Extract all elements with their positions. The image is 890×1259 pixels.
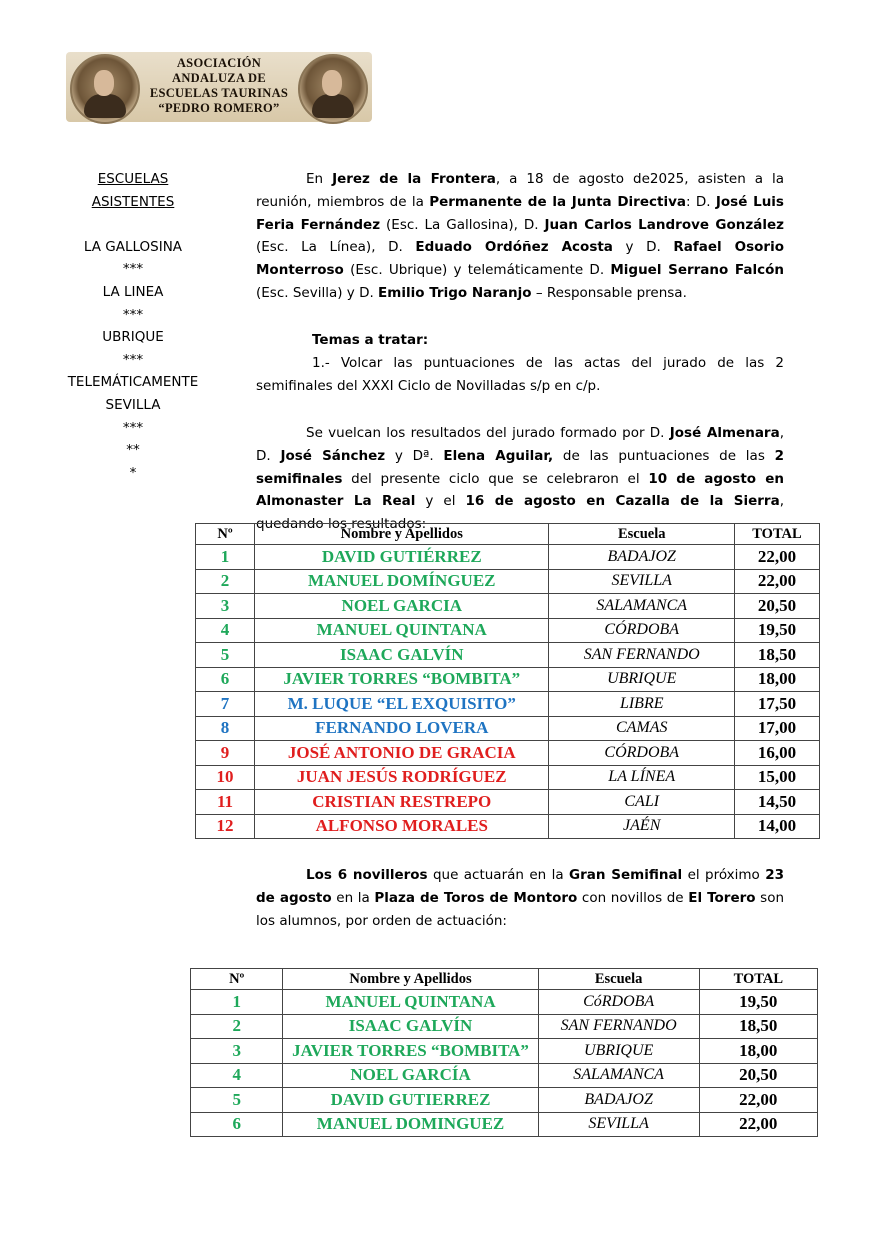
header-school: Escuela — [549, 524, 735, 545]
text-run: José Almenara — [669, 425, 780, 441]
row-number: 10 — [196, 765, 255, 790]
text-run: Se vuelcan los resultados del jurado formado por D. — [306, 425, 670, 441]
novillero-name: FERNANDO LOVERA — [255, 716, 549, 741]
table-row — [196, 569, 820, 594]
novillero-name: ALFONSO MORALES — [255, 814, 549, 839]
jury-results-paragraph — [256, 422, 784, 536]
table-row — [191, 1088, 818, 1113]
text-run: En — [306, 171, 333, 187]
logo-line: ESCUELAS TAURINAS — [149, 86, 289, 100]
left-column-line: *** — [122, 261, 144, 278]
school-name: LIBRE — [549, 692, 735, 717]
text-run: , D. — [256, 425, 784, 464]
text-run: José Sánchez — [280, 447, 386, 464]
left-column-line: SEVILLA — [105, 396, 161, 413]
novillero-name: M. LUQUE “EL EXQUISITO” — [255, 692, 549, 717]
novillero-name: MANUEL QUINTANA — [255, 618, 549, 643]
left-column-line: ** — [126, 442, 140, 459]
text-run: que actuarán en la — [427, 867, 569, 883]
novillero-name: ISAAC GALVÍN — [283, 1014, 538, 1039]
text-run: Jerez de la Frontera — [332, 171, 496, 187]
total-score: 17,50 — [734, 692, 819, 717]
table-row — [196, 741, 820, 766]
left-column-line: ASISTENTES — [91, 193, 175, 210]
attending-schools-column — [58, 168, 208, 484]
total-score: 18,00 — [699, 1039, 817, 1064]
portrait-medallion-right — [298, 54, 368, 124]
school-name: SAN FERNANDO — [549, 643, 735, 668]
school-name: CAMAS — [549, 716, 735, 741]
novillero-name: MANUEL DOMINGUEZ — [283, 1112, 538, 1137]
text-run: Plaza de Toros de Montoro — [374, 889, 578, 906]
total-score: 20,50 — [734, 594, 819, 619]
topics-section — [256, 329, 784, 397]
novillero-name: NOEL GARCÍA — [283, 1063, 538, 1088]
text-run: , quedando los resultados: — [256, 493, 784, 533]
row-number: 12 — [196, 814, 255, 839]
school-name: SALAMANCA — [549, 594, 735, 619]
header-total: TOTAL — [699, 969, 817, 990]
text-run: son los alumnos, por orden de actuación: — [256, 889, 785, 929]
row-number: 1 — [196, 545, 255, 570]
row-number: 11 — [196, 790, 255, 815]
table-row — [196, 618, 820, 643]
topic-item-1: 1.- Volcar las puntuaciones de las actas del jurado de las 2 semifinales del XXXI Ciclo de Novilladas s/p en c/p. — [256, 354, 784, 394]
novillero-name: MANUEL QUINTANA — [283, 990, 538, 1015]
total-score: 19,50 — [734, 618, 819, 643]
table-row — [196, 716, 820, 741]
left-column-line: UBRIQUE — [102, 329, 164, 346]
total-score: 18,50 — [699, 1014, 817, 1039]
school-name: CÓRDOBA — [549, 741, 735, 766]
left-column-line: *** — [122, 351, 144, 368]
left-column-line: *** — [122, 419, 144, 436]
novillero-name: ISAAC GALVÍN — [255, 643, 549, 668]
novillero-name: NOEL GARCIA — [255, 594, 549, 619]
text-run: Permanente de la Junta Directiva — [429, 193, 686, 210]
table-header-row — [191, 969, 818, 990]
grand-semifinal-table — [190, 968, 818, 1137]
row-number: 4 — [196, 618, 255, 643]
table-row — [196, 594, 820, 619]
school-name: SEVILLA — [549, 569, 735, 594]
total-score: 20,50 — [699, 1063, 817, 1088]
total-score: 14,00 — [734, 814, 819, 839]
text-run: 2 semifinales — [256, 447, 784, 487]
text-run: Los 6 novilleros — [306, 867, 428, 883]
row-number: 2 — [191, 1014, 283, 1039]
school-name: UBRIQUE — [549, 667, 735, 692]
row-number: 3 — [191, 1039, 283, 1064]
text-run: con novillos de — [577, 889, 689, 906]
header-name: Nombre y Apellidos — [255, 524, 549, 545]
school-name: SALAMANCA — [538, 1063, 699, 1088]
text-run: 16 de agosto en Cazalla de la Sierra — [465, 493, 780, 510]
novillero-name: MANUEL DOMÍNGUEZ — [255, 569, 549, 594]
text-run: (Esc. Ubrique) y telemáticamente D. — [343, 262, 611, 279]
total-score: 16,00 — [734, 741, 819, 766]
novillero-name: JAVIER TORRES “BOMBITA” — [255, 667, 549, 692]
school-name: UBRIQUE — [538, 1039, 699, 1064]
logo-title — [140, 56, 298, 116]
total-score: 19,50 — [699, 990, 817, 1015]
row-number: 6 — [191, 1112, 283, 1137]
table-row — [196, 814, 820, 839]
portrait-medallion-left — [70, 54, 140, 124]
row-number: 7 — [196, 692, 255, 717]
school-name: CÓRDOBA — [549, 618, 735, 643]
school-name: SAN FERNANDO — [538, 1014, 699, 1039]
total-score: 18,00 — [734, 667, 819, 692]
text-run: del presente ciclo que se celebraron el — [342, 470, 649, 487]
text-run: : D. — [685, 193, 716, 210]
text-run: Miguel Serrano Falcón — [610, 262, 784, 279]
table-row — [196, 545, 820, 570]
school-name: BADAJOZ — [538, 1088, 699, 1113]
left-column-line: ESCUELAS — [97, 171, 169, 187]
left-column-line: TELEMÁTICAMENTE — [67, 374, 199, 391]
school-name: CALI — [549, 790, 735, 815]
table-row — [196, 765, 820, 790]
header-school: Escuela — [538, 969, 699, 990]
text-run: y D. — [612, 239, 674, 256]
school-name: CóRDOBA — [538, 990, 699, 1015]
semifinal-results-table — [195, 523, 820, 839]
left-column-line: LA GALLOSINA — [83, 238, 183, 255]
row-number: 8 — [196, 716, 255, 741]
text-run: , a 18 de agosto de2025, asisten a la reunión, miembros de la — [256, 171, 784, 210]
left-column-line — [58, 213, 208, 236]
table-row — [191, 1014, 818, 1039]
text-run: (Esc. La Línea), D. — [256, 239, 416, 256]
text-run: José Luis Feria Fernández — [256, 193, 784, 233]
text-run: Rafael Osorio Monterroso — [256, 239, 784, 279]
row-number: 1 — [191, 990, 283, 1015]
row-number: 5 — [196, 643, 255, 668]
text-run: Emilio Trigo Naranjo — [378, 284, 532, 301]
table-row — [191, 1063, 818, 1088]
table-header-row — [196, 524, 820, 545]
text-run: y Dª. — [385, 447, 444, 464]
total-score: 22,00 — [734, 545, 819, 570]
text-run: El Torero — [688, 889, 756, 906]
row-number: 2 — [196, 569, 255, 594]
text-run: el próximo — [682, 867, 766, 883]
text-run: en la — [331, 889, 375, 906]
text-run: Juan Carlos Landrove González — [544, 216, 784, 233]
header-total: TOTAL — [734, 524, 819, 545]
school-name: BADAJOZ — [549, 545, 735, 570]
text-run: (Esc. Sevilla) y D. — [256, 284, 379, 301]
table-row — [196, 790, 820, 815]
novillero-name: CRISTIAN RESTREPO — [255, 790, 549, 815]
header-number: Nº — [196, 524, 255, 545]
table-row — [196, 643, 820, 668]
total-score: 15,00 — [734, 765, 819, 790]
novillero-name: JOSÉ ANTONIO DE GRACIA — [255, 741, 549, 766]
header-name: Nombre y Apellidos — [283, 969, 538, 990]
table-row — [191, 990, 818, 1015]
table-row — [191, 1039, 818, 1064]
novillero-name: JUAN JESÚS RODRÍGUEZ — [255, 765, 549, 790]
novillero-name: DAVID GUTIERREZ — [283, 1088, 538, 1113]
text-run: y el — [415, 493, 466, 510]
left-column-line: * — [129, 464, 137, 481]
text-run: (Esc. La Gallosina), D. — [380, 216, 545, 233]
row-number: 3 — [196, 594, 255, 619]
text-run: Elena Aguilar, — [443, 447, 554, 464]
text-run: 23 de agosto — [256, 867, 784, 906]
grand-semifinal-paragraph — [256, 864, 784, 932]
row-number: 5 — [191, 1088, 283, 1113]
text-run: Gran Semifinal — [569, 867, 683, 883]
total-score: 22,00 — [699, 1088, 817, 1113]
association-logo — [66, 52, 372, 122]
left-column-line: LA LINEA — [102, 283, 164, 300]
table-row — [196, 667, 820, 692]
total-score: 22,00 — [699, 1112, 817, 1137]
total-score: 14,50 — [734, 790, 819, 815]
row-number: 6 — [196, 667, 255, 692]
table-row — [196, 692, 820, 717]
novillero-name: JAVIER TORRES “BOMBITA” — [283, 1039, 538, 1064]
table-row — [191, 1112, 818, 1137]
topics-heading: Temas a tratar: — [312, 332, 429, 348]
left-column-line: *** — [122, 306, 144, 323]
text-run: Eduado Ordóñez Acosta — [415, 239, 613, 256]
text-run: – Responsable prensa. — [531, 284, 687, 301]
total-score: 18,50 — [734, 643, 819, 668]
novillero-name: DAVID GUTIÉRREZ — [255, 545, 549, 570]
row-number: 4 — [191, 1063, 283, 1088]
text-run: 10 de agosto en Almonaster La Real — [256, 470, 784, 510]
school-name: LA LÍNEA — [549, 765, 735, 790]
total-score: 17,00 — [734, 716, 819, 741]
logo-line: “PEDRO ROMERO” — [158, 101, 280, 115]
header-number: Nº — [191, 969, 283, 990]
text-run: de las puntuaciones de las — [553, 447, 775, 464]
total-score: 22,00 — [734, 569, 819, 594]
logo-line: ASOCIACIÓN — [176, 56, 262, 70]
row-number: 9 — [196, 741, 255, 766]
logo-line: ANDALUZA DE — [172, 71, 266, 85]
school-name: JAÉN — [549, 814, 735, 839]
school-name: SEVILLA — [538, 1112, 699, 1137]
meeting-intro-paragraph — [256, 168, 784, 305]
